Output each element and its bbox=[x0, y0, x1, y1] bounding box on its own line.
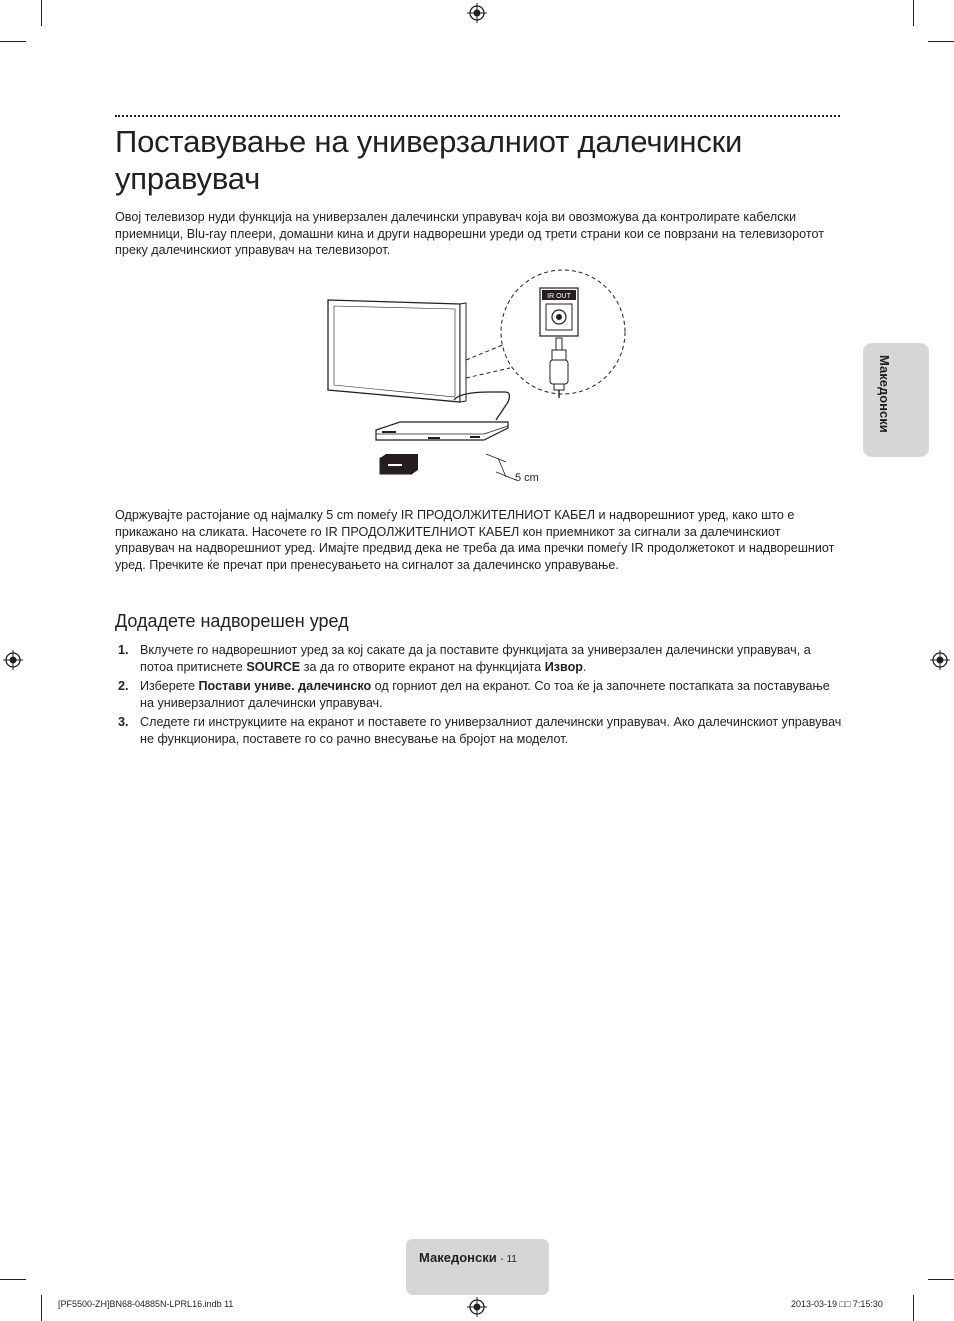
ir-out-port-icon bbox=[540, 288, 578, 336]
page-title: Поставување на универзалниот далечински управувач bbox=[115, 124, 743, 196]
crop-mark bbox=[41, 0, 42, 26]
step-number: 3. bbox=[118, 715, 129, 729]
page-footer-tab bbox=[406, 1239, 549, 1295]
crop-mark bbox=[0, 1279, 26, 1280]
registration-mark-icon bbox=[930, 650, 950, 670]
print-timestamp: 2013-03-19 □□ 7:15:30 bbox=[791, 1299, 883, 1309]
side-tab-label: Македонски bbox=[877, 355, 892, 433]
steps-list bbox=[115, 642, 845, 750]
page-number: - 11 bbox=[500, 1254, 517, 1265]
distance-note-paragraph: Одржувајте растојание од најмалку 5 cm помеѓу IR ПРОДОЛЖИТЕЛНИОТ КАБЕЛ и надворешниот уред, како што е прикажано на сликата. Насочете го IR ПРОДОЛЖИТЕЛНИОТ КАБЕЛ кон приемникот за сигнали за далечинскиот управувач на надворешниот уред. Имајте предвид дека не треба да има пречки помеѓу IR продолжетокот и надворешниот уред. Пречките ќе пречат при пренесувањето на сигналот за далечинско управување. bbox=[115, 508, 835, 572]
step-text: Изберете bbox=[140, 679, 199, 693]
ir-out-label: IR OUT bbox=[547, 293, 571, 300]
language-side-tab bbox=[863, 343, 929, 457]
step-text: од горниот дел на екранот. Со тоа ќе ја започнете постапката за поставување на универзалниот далечински управувач. bbox=[140, 679, 830, 710]
crop-mark bbox=[913, 1295, 914, 1321]
crop-mark bbox=[928, 41, 954, 42]
crop-mark bbox=[41, 1295, 42, 1321]
section-divider bbox=[115, 115, 840, 117]
section-heading: Додадете надворешен уред bbox=[115, 611, 349, 631]
footer-language: Македонски bbox=[419, 1250, 497, 1265]
tv-illustration bbox=[328, 300, 466, 402]
source-button-label: SOURCE bbox=[246, 660, 301, 674]
list-item bbox=[115, 714, 845, 748]
ir-extender-illustration bbox=[380, 454, 418, 474]
step-text: Вклучете го надворешниот уред за кој сакате да ја поставите функцијата за универзален далечински управувач, а потоа притиснете bbox=[140, 643, 811, 674]
registration-mark-icon bbox=[467, 3, 487, 23]
registration-mark-icon bbox=[3, 650, 23, 670]
connection-diagram bbox=[320, 268, 640, 490]
source-menu-label: Извор bbox=[544, 660, 583, 674]
list-item bbox=[115, 678, 845, 712]
print-file-info: [PF5500-ZH]BN68-04885N-LPRL16.indb 11 bbox=[58, 1299, 234, 1309]
list-item bbox=[115, 642, 845, 676]
registration-mark-icon bbox=[467, 1297, 487, 1317]
distance-label: 5 cm bbox=[515, 472, 539, 484]
crop-mark bbox=[913, 0, 914, 26]
step-text: . bbox=[582, 660, 587, 674]
step-number: 1. bbox=[118, 643, 129, 657]
distance-indicator bbox=[486, 454, 539, 484]
crop-mark bbox=[0, 41, 26, 42]
intro-paragraph: Овој телевизор нуди функција на универзален далечински управувач која ви овозможува да контролирате кабелски приемници, Blu-ray плеери, домашни кина и други надворешни уреди од трети страни кои се поврзани на телевизоротот преку далечинскиот управувач на телевизорот. bbox=[115, 210, 825, 257]
step-number: 2. bbox=[118, 679, 129, 693]
crop-mark bbox=[928, 1279, 954, 1280]
step-text: Следете ги инструкциите на екранот и поставете го универзалниот далечински управувач. Ако далечинскиот управувач не функционира, поставете го со рачно внесување на бројот на моделот. bbox=[140, 715, 842, 746]
external-device-illustration bbox=[376, 422, 508, 440]
setup-menu-label: Постави униве. далечинско bbox=[198, 679, 372, 693]
step-text: за да го отворите екранот на функцијата bbox=[300, 660, 545, 674]
